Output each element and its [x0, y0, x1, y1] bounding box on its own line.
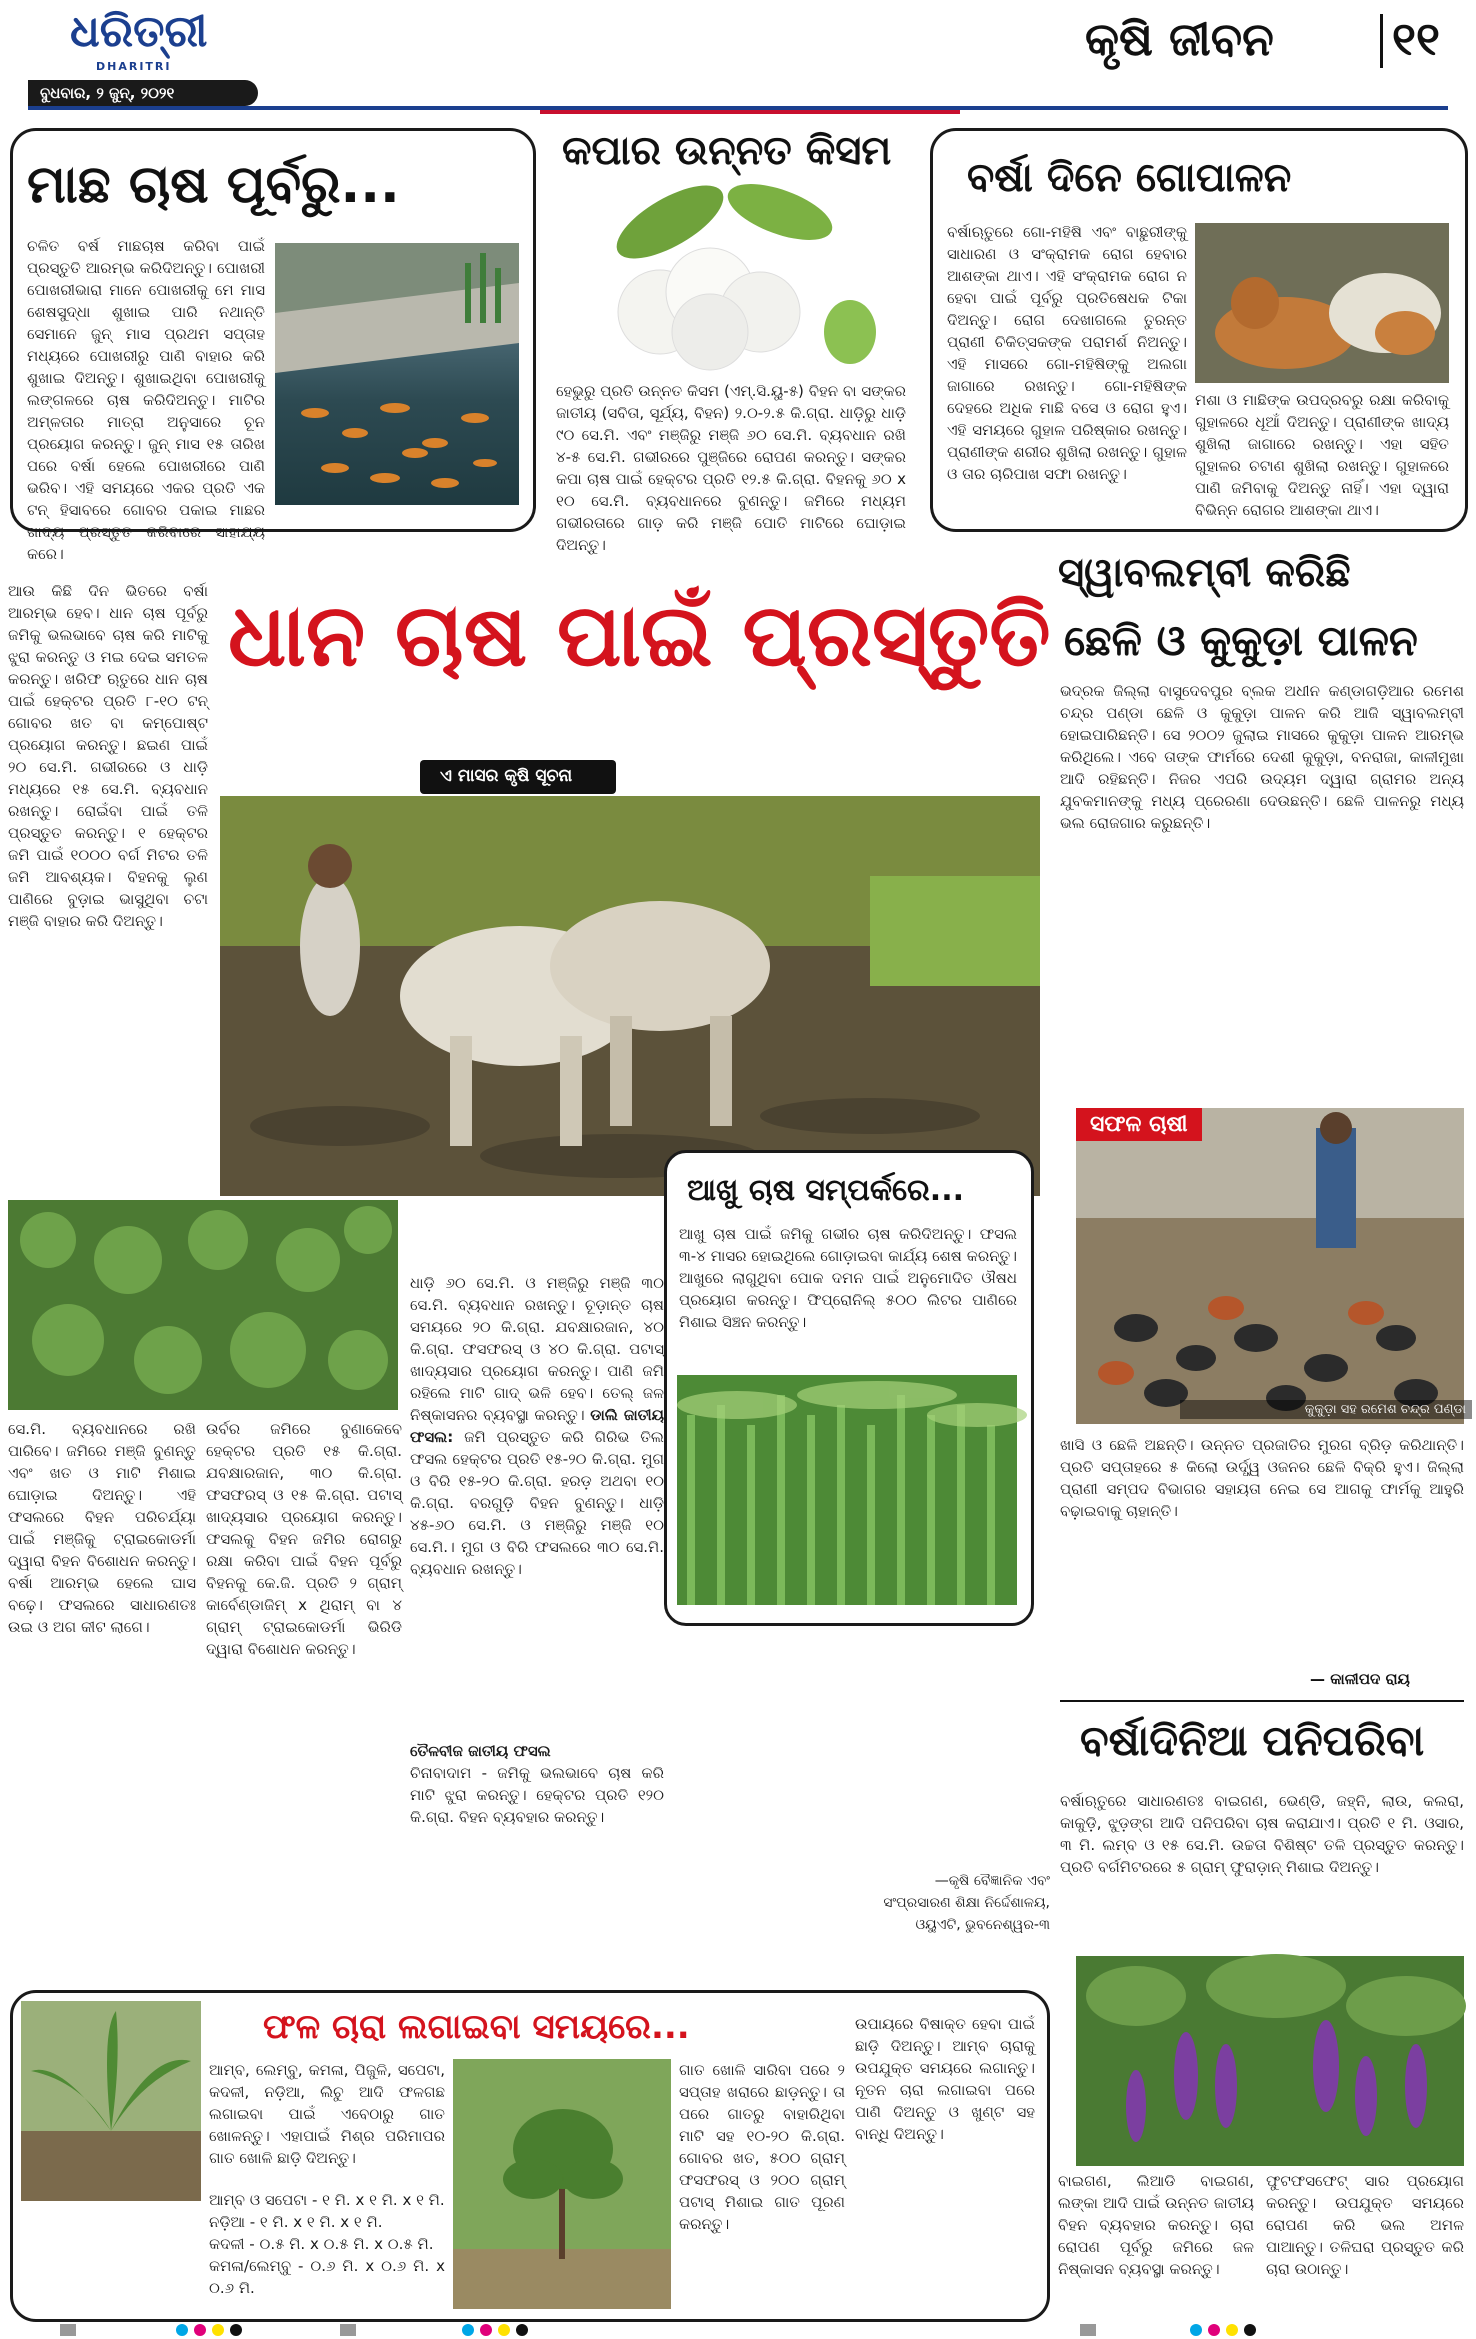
masthead-date: ବୁଧବାର, ୨ ଜୁନ୍, ୨୦୨୧	[40, 84, 175, 102]
poultry-photo	[1076, 1108, 1464, 1424]
poultry-photo-caption: କୁକୁଡ଼ା ସହ ରମେଶ ଚନ୍ଦ୍ର ପଣ୍ଡା	[1180, 1400, 1472, 1419]
reg-dot-yellow-3	[1226, 2324, 1238, 2336]
footer-bar-1	[60, 2324, 76, 2336]
field-crop-image	[8, 1200, 398, 1410]
sugarcane-title: ଆଖୁ ଚାଷ ସମ୍ପର୍କରେ...	[687, 1173, 964, 1208]
coconut-sapling-image	[21, 2001, 201, 2201]
fruit-measures: ଆମ୍ବ ଓ ସପେଟା - ୧ ମି. x ୧ ମି. x ୧ ମି. ନଡ଼ିଆ - ୧ ମି. x ୧ ମି. x ୧ ମି. କଦଳୀ - ୦.୫ ମି. x ୦.୫ ମି. x ୦.୫ ମି. କମଳା/ଲେମ୍ବୁ - ୦.୬ ମି. x ୦.୬ ମି. x ୦.୬ ମି.	[209, 2191, 445, 2297]
reg-dot-black-3	[1244, 2324, 1256, 2336]
mango-sapling-photo	[453, 2059, 671, 2309]
reg-dot-cyan-1	[176, 2324, 188, 2336]
masthead-rule-red	[540, 110, 960, 114]
reg-dot-black-1	[230, 2324, 242, 2336]
footer-bar-3	[1080, 2324, 1096, 2336]
vegetables-title: ବର୍ଷାଦିନିଆ ପନିପରିବା	[1080, 1716, 1425, 1765]
page-number: ୧୧	[1392, 12, 1440, 66]
mango-sapling-image	[453, 2059, 671, 2309]
reg-dot-yellow-1	[212, 2324, 224, 2336]
fish-title: ମାଛ ଚାଷ ପୂର୍ବରୁ...	[27, 155, 400, 215]
paddy-subhead-oil: ତୈଳବୀଜ ଜାତୀୟ ଫସଲ	[410, 1742, 551, 1760]
cotton-article	[540, 118, 920, 554]
masthead	[0, 0, 1476, 120]
section-divider	[1380, 14, 1383, 68]
paddy-col1: ଆଉ କିଛି ଦିନ ଭିତରେ ବର୍ଷା ଆରମ୍ଭ ହେବ। ଧାନ ଚାଷ ପୂର୍ବରୁ ଜମିକୁ ଭଲଭାବେ ଚାଷ କରି ମାଟିକୁ ଝୁରା କରନ୍ତୁ ଓ ମଇ ଦେଇ ସମତଳ କରନ୍ତୁ। ଖରିଫ ଋତୁରେ ଧାନ ଚାଷ ପାଇଁ ହେକ୍ଟର ପ୍ରତି ୮-୧୦ ଟନ୍ ଗୋବର ଖତ ବା କମ୍ପୋଷ୍ଟ ପ୍ରୟୋଗ କରନ୍ତୁ। ଛଇଣ ପାଇଁ ୨୦ ସେ.ମି. ଗଭୀରରେ ଓ ଧାଡ଼ି ମଧ୍ୟରେ ୧୫ ସେ.ମି. ବ୍ୟବଧାନ ରଖନ୍ତୁ। ରୋଇଁବା ପାଇଁ ତଳି ପ୍ରସ୍ତୁତ କରନ୍ତୁ। ୧ ହେକ୍ଟର ଜମି ପାଇଁ ୧୦୦୦ ବର୍ଗ ମିଟର ତଳି ଜମି ଆବଶ୍ୟକ। ବିହନକୁ ଲୁଣ ପାଣିରେ ବୁଡ଼ାଇ ଭାସୁଥିବା ଚଟା ମଞ୍ଜି ବାହାର କରି ଦିଅନ୍ତୁ।	[8, 582, 208, 930]
brinjal-image	[1076, 1956, 1464, 2166]
fruit-col2: ଗାତ ଖୋଳି ସାରିବା ପରେ ୨ ସପ୍ତାହ ଖରାରେ ଛାଡ଼ନ୍ତୁ। ତା ପରେ ଗାତରୁ ବାହାରିଥିବା ମାଟି ସହ ୧୦-୨୦ କି.ଗ୍ରା. ଗୋବର ଖତ, ୫୦୦ ଗ୍ରାମ୍ ଫସଫରସ୍ ଓ ୨୦୦ ଗ୍ରାମ୍ ପଟାସ୍ ମିଶାଇ ଗାତ ପୂରଣ କରନ୍ତୁ।	[679, 2061, 845, 2233]
fruit-article	[10, 1990, 1050, 2322]
reg-dot-magenta-3	[1208, 2324, 1220, 2336]
fish-article	[10, 128, 536, 563]
fish-pond-image	[275, 243, 519, 505]
paddy-ox-photo	[220, 796, 1040, 1196]
paddy-col4	[206, 1418, 402, 1978]
fish-pond-photo	[275, 243, 519, 505]
poultry-body: ଭଦ୍ରକ ଜିଲ୍ଲା ବାସୁଦେବପୁର ବ୍ଲକ ଅଧୀନ କଣ୍ଡାଗଡ଼ିଆର ରମେଶ ଚନ୍ଦ୍ର ପଣ୍ଡା ଛେଳି ଓ କୁକୁଡ଼ା ପାଳନ କରି ଆଜି ସ୍ୱାବଲମ୍ବୀ ହୋଇପାରିଛନ୍ତି। ସେ ୨୦୦୨ ଜୁଲାଇ ମାସରେ କୁକୁଡ଼ା ପାଳନ ଆରମ୍ଭ କରିଥିଲେ। ଏବେ ତାଙ୍କ ଫାର୍ମରେ ଦେଶୀ କୁକୁଡ଼ା, ବନରାଜା, କାଳୀମୁଖା ଆଦି ରହିଛନ୍ତି। ନିଜର ଏପରି ଉଦ୍ୟମ ଦ୍ୱାରା ଗ୍ରାମର ଅନ୍ୟ ଯୁବକମାନଙ୍କୁ ମଧ୍ୟ ପ୍ରେରଣା ଦେଉଛନ୍ତି। ଛେଳି ପାଳନରୁ ମଧ୍ୟ ଭଲ ରୋଜଗାର କରୁଛନ୍ତି।	[1060, 682, 1464, 832]
fruit-col1: ଆମ୍ବ, ଲେମ୍ବୁ, କମଳା, ପିଜୁଳି, ସପେଟା, କଦଳୀ, ନଡ଼ିଆ, ଲିଚୁ ଆଦି ଫଳଗଛ ଲଗାଇବା ପାଇଁ ଏବେଠାରୁ ଗାତ ଖୋଳନ୍ତୁ। ଏହାପାଇଁ ମିଶ୍ର ପରିମାପର ଗାତ ଖୋଳି ଛାଡ଼ି ଦିଅନ୍ତୁ।	[209, 2061, 445, 2167]
coconut-photo	[21, 2001, 201, 2201]
cotton-body: ହେଭୁରୁ ପ୍ରତି ଉନ୍ନତ କିସମ (ଏମ୍.ସି.ୟୁ-୫) ବିହନ ବା ସଙ୍କର ଜାତୀୟ (ସବିତା, ସୂର୍ଯ୍ୟ, ବିହନ) ୨.୦-୨.୫ କି.ଗ୍ରା. ଧାଡ଼ିରୁ ଧାଡ଼ି ୯୦ ସେ.ମି. ଏବଂ ମଞ୍ଜିରୁ ମଞ୍ଜି ୬୦ ସେ.ମି. ବ୍ୟବଧାନ ରଖି ୪-୫ ସେ.ମି. ଗଭୀରରେ ପୁଞ୍ଜିରେ ରୋପଣ କରନ୍ତୁ। ସଙ୍କର କପା ଚାଷ ପାଇଁ ହେକ୍ଟର ପ୍ରତି ୧୨.୫ କି.ଗ୍ରା. ବିହନକୁ ୬୦ x ୧୦ ସେ.ମି. ବ୍ୟବଧାନରେ ବୁଣନ୍ତୁ। ଜମିରେ ମଧ୍ୟମ ଗଭୀରତାରେ ଗାଡ଼ କରି ମଞ୍ଜି ପୋତି ମାଟିରେ ଘୋଡ଼ାଇ ଦିଅନ୍ତୁ।	[556, 382, 906, 554]
reg-dot-yellow-2	[498, 2324, 510, 2336]
sugarcane-caption: —କୃଷି ବୈଜ୍ଞାନିକ ଏବଂ ସଂପ୍ରସାରଣ ଶିକ୍ଷା ନିର୍ଦ୍ଦେଶାଳୟ, ଓୟୁଏଟି, ଭୁବନେଶ୍ୱର-୩	[883, 1873, 1050, 1933]
poultry-title-line1: ସ୍ୱାବଲମ୍ବୀ କରିଛି	[1058, 550, 1351, 596]
calves-image	[1195, 223, 1449, 383]
poultry-credit: — କାଳୀପଦ ରାୟ	[1310, 1670, 1410, 1688]
reg-dot-cyan-2	[462, 2324, 474, 2336]
cattle-body-right: ମଶା ଓ ମାଛିଙ୍କ ଉପଦ୍ରବରୁ ରକ୍ଷା କରିବାକୁ ଗୁହାଳରେ ଧୂଆଁ ଦିଅନ୍ତୁ। ପ୍ରାଣୀଙ୍କ ଖାଦ୍ୟ ଶୁଖିଲା ଜାଗାରେ ରଖନ୍ତୁ। ଏହା ସହିତ ଗୁହାଳର ଚଟାଣ ଶୁଖିଲା ରଖନ୍ତୁ। ଗୁହାଳରେ ପାଣି ଜମିବାକୁ ଦିଅନ୍ତୁ ନାହିଁ। ଏହା ଦ୍ୱାରା ବିଭିନ୍ନ ରୋଗର ଆଶଙ୍କା ଥାଏ।	[1195, 391, 1449, 519]
sugarcane-photo	[677, 1375, 1017, 1605]
cotton-title: କପାର ଉନ୍ନତ କିସମ	[562, 128, 892, 174]
fish-body: ଚଳିତ ବର୍ଷ ମାଛଚାଷ କରିବା ପାଇଁ ପ୍ରସ୍ତୁତି ଆରମ୍ଭ କରିଦିଅନ୍ତୁ। ପୋଖରୀ ପୋଖରୀଭାରା ମାନେ ପୋଖରୀକୁ ମେ ମାସ ଶେଷସୁଦ୍ଧା ଶୁଖାଇ ପାରି ନଥାନ୍ତି ସେମାନେ ଜୁନ୍ ମାସ ପ୍ରଥମ ସପ୍ତାହ ମଧ୍ୟରେ ପୋଖରୀରୁ ପାଣି ବାହାର କରି ଶୁଖାଇ ଦିଅନ୍ତୁ। ଶୁଖାଇଥିବା ପୋଖରୀକୁ ଲଙ୍ଗଳରେ ଚାଷ କରିଦିଅନ୍ତୁ। ମାଟିର ଅମ୍ଳତାର ମାତ୍ରା ଅନୁସାରେ ଚୂନ ପ୍ରୟୋଗ କରନ୍ତୁ। ଜୁନ୍ ମାସ ୧୫ ତାରିଖ ପରେ ବର୍ଷା ହେଲେ ପୋଖରୀରେ ପାଣି ଭରିବ। ଏହି ସମୟରେ ଏକର ପ୍ରତି ଏକ ଟନ୍ ହିସାବରେ ଗୋବର ପକାଇ ମାଛର ଖାଦ୍ୟ ପ୍ରସ୍ତୁତ କରିବାରେ ସାହାଯ୍ୟ କରେ।	[27, 237, 265, 563]
paddy-tagline: ଏ ମାସର କୃଷି ସୂଚନା	[440, 766, 573, 786]
vegetables-body: ବର୍ଷାଋତୁରେ ସାଧାରଣତଃ ବାଇଗଣ, ଭେଣ୍ଡି, ଜହ୍ନି, ଲାଉ, କଲରା, କାକୁଡ଼ି, ଝୁଡ଼ଙ୍ଗ ଆଦି ପନିପରିବା ଚାଷ କରାଯାଏ। ପ୍ରତି ୧ ମି. ଓସାର, ୩ ମି. ଲମ୍ବ ଓ ୧୫ ସେ.ମି. ଉଚ୍ଚତା ବିଶିଷ୍ଟ ତଳି ପ୍ରସ୍ତୁତ କରନ୍ତୁ। ପ୍ରତି ବର୍ଗମିଟରରେ ୫ ଗ୍ରାମ୍ ଫୁରାଡ଼ାନ୍ ମିଶାଇ ଦିଅନ୍ତୁ।	[1060, 1792, 1464, 1876]
vegetables-rule	[1060, 1700, 1464, 1702]
poultry-farm-image	[1076, 1108, 1464, 1424]
poultry-tag: ସଫଳ ଚାଷୀ	[1076, 1108, 1202, 1141]
fruit-col3: ଉପାୟରେ ବିଷାକ୍ତ ହେବା ପାଇଁ ଛାଡ଼ି ଦିଅନ୍ତୁ। ଆମ୍ବ ଚାରାକୁ ଉପଯୁକ୍ତ ସମୟରେ ଲଗାନ୍ତୁ। ନୂତନ ଚାରା ଲଗାଇବା ପରେ ପାଣି ଦିଅନ୍ତୁ ଓ ଖୁଣ୍ଟ ସହ ବାନ୍ଧି ଦିଅନ୍ତୁ।	[855, 2015, 1035, 2143]
paddy-col4-text: ଉର୍ବର ଜମିରେ ବୁଣାକେବେ ହେକ୍ଟର ପ୍ରତି ୧୫ କି.ଗ୍ରା. ଯବକ୍ଷାରଜାନ, ୩୦ କି.ଗ୍ରା. ଫସଫରସ୍ ଓ ୧୫ କି.ଗ୍ରା. ପଟାସ୍ ଖାଦ୍ୟସାର ପ୍ରୟୋଗ କରନ୍ତୁ। ଫସଲକୁ ବିହନ ଜମିର ରୋଗରୁ ରକ୍ଷା କରିବା ପାଇଁ ବିହନ ପୂର୍ବରୁ ବିହନକୁ କେ.ଜି. ପ୍ରତି ୨ ଗ୍ରାମ୍ କାର୍ବେଣ୍ଡାଜିମ୍ x ଥିରାମ୍ ବା ୪ ଗ୍ରାମ୍ ଟ୍ରାଇକୋଡର୍ମା ଭିରିଡି ଦ୍ୱାରା ବିଶୋଧନ କରନ୍ତୁ।	[206, 1420, 402, 1658]
poultry-title-line2: ଛେଳି ଓ କୁକୁଡ଼ା ପାଳନ	[1064, 616, 1418, 665]
cotton-photo	[550, 182, 910, 372]
masthead-logo-sub: DHARITRI	[96, 60, 172, 73]
paddy-col2	[410, 1272, 664, 1732]
paddy-title: ଧାନ ଚାଷ ପାଇଁ ପ୍ରସ୍ତୁତି	[228, 586, 1051, 686]
cattle-body-left: ବର୍ଷାଋତୁରେ ଗୋ-ମହିଷି ଏବଂ ବାଛୁରୀଙ୍କୁ ସାଧାରଣ ଓ ସଂକ୍ରାମକ ରୋଗ ହେବାର ଆଶଙ୍କା ଥାଏ। ଏହି ସଂକ୍ରାମକ ରୋଗ ନ ହେବା ପାଇଁ ପୂର୍ବରୁ ପ୍ରତିଷେଧକ ଟିକା ଦିଅନ୍ତୁ। ରୋଗ ଦେଖାଗଲେ ତୁରନ୍ତ ପ୍ରାଣୀ ଚିକିତ୍ସକଙ୍କ ପରାମର୍ଶ ନିଅନ୍ତୁ। ଏହି ମାସରେ ଗୋ-ମହିଷିଙ୍କୁ ଅଲଗା ଜାଗାରେ ରଖନ୍ତୁ। ଗୋ-ମହିଷିଙ୍କ ଦେହରେ ଅଧିକ ମାଛି ବସେ ଓ ରୋଗ ହୁଏ। ଏହି ସମୟରେ ଗୁହାଳ ପରିଷ୍କାର ରଖନ୍ତୁ। ପ୍ରାଣୀଙ୍କ ଶରୀର ଶୁଖିଲା ରଖନ୍ତୁ। ଗୁହାଳ ଓ ତାର ଚାରିପାଖ ସଫା ରଖନ୍ତୁ।	[947, 223, 1187, 483]
sugarcane-article	[664, 1150, 1034, 1626]
paddy-field-photo	[8, 1200, 398, 1410]
reg-dot-magenta-2	[480, 2324, 492, 2336]
cattle-photo	[1195, 223, 1449, 383]
paddy-col2-text: ଧାଡ଼ି ୬୦ ସେ.ମି. ଓ ମଞ୍ଜିରୁ ମଞ୍ଜି ୩୦ ସେ.ମି. ବ୍ୟବଧାନ ରଖନ୍ତୁ। ଚୂଡ଼ାନ୍ତ ଚାଷ ସମୟରେ ୨୦ କି.ଗ୍ରା. ଯବକ୍ଷାରଜାନ, ୪୦ କି.ଗ୍ରା. ଫସଫରସ୍ ଓ ୪୦ କି.ଗ୍ରା. ପଟାସ୍ ଖାଦ୍ୟସାର ପ୍ରୟୋଗ କରନ୍ତୁ। ପାଣି ଜମି ରହିଲେ ମାଟି ଗାଦ୍ ଭଳି ହେବ। ତେଲ୍ ଜଳ ନିଷ୍କାସନର ବ୍ୟବସ୍ଥା କରନ୍ତୁ।	[410, 1274, 664, 1424]
footer-bar-2	[340, 2324, 356, 2336]
cattle-title: ବର୍ଷା ଦିନେ ଗୋପାଳନ	[967, 155, 1292, 201]
paddy-subhead-pulse: ଡାଲି ଜାତୀୟ ଫସଲ:	[410, 1406, 664, 1446]
poultry-body2: ଖାସି ଓ ଛେଳି ଅଛନ୍ତି। ଉନ୍ନତ ପ୍ରଜାତିର ମୁରଗ ବ୍ରିଡ଼ କରିଥାନ୍ତି। ପ୍ରତି ସପ୍ତାହରେ ୫ କିଲୋ ଉର୍ଦ୍ଧ୍ୱ ଓଜନର ଛେଳି ବିକ୍ରି ହୁଏ। ଜିଲ୍ଲା ପ୍ରାଣୀ ସମ୍ପଦ ବିଭାଗର ସହାୟତା ନେଇ ସେ ଆଗକୁ ଫାର୍ମକୁ ଆହୁରି ବଢ଼ାଇବାକୁ ଚାହାନ୍ତି।	[1060, 1436, 1464, 1520]
reg-dot-cyan-3	[1190, 2324, 1202, 2336]
reg-dot-magenta-1	[194, 2324, 206, 2336]
paddy-col3: ସେ.ମି. ବ୍ୟବଧାନରେ ରଖି ପାରିବେ। ଜମିରେ ମଞ୍ଜି ବୁଣନ୍ତୁ ଏବଂ ଖତ ଓ ମାଟି ମିଶାଇ ଘୋଡ଼ାଇ ଦିଅନ୍ତୁ। ଏହି ଫସଲରେ ବିହନ ପରିଚର୍ଯ୍ୟା ପାଇଁ ମଞ୍ଜିକୁ ଟ୍ରାଇକୋଡର୍ମା ଦ୍ୱାରା ବିହନ ବିଶୋଧନ କରନ୍ତୁ। ବର୍ଷା ଆରମ୍ଭ ହେଲେ ଘାସ ବଢ଼େ। ଫସଲରେ ସାଧାରଣତଃ ଉଇ ଓ ଅଗ କୀଟ ଲାଗେ।	[8, 1420, 196, 1636]
paddy-pulse-text: ଜମି ପ୍ରସ୍ତୁତ କରି ଗିରିଭ ତିଲ ଫସଲ ହେକ୍ଟର ପ୍ରତି ୧୫-୨୦ କି.ଗ୍ରା. ମୁଗ ଓ ବିରି ୧୫-୨୦ କି.ଗ୍ରା. ହରଡ଼ ଅଥବା ୧୦ କି.ଗ୍ରା. ବରଗୁଡ଼ି ବିହନ ବୁଣନ୍ତୁ। ଧାଡ଼ି ୪୫-୬୦ ସେ.ମି. ଓ ମଞ୍ଜିରୁ ମଞ୍ଜି ୧୦ ସେ.ମି.। ମୁଗ ଓ ବିରି ଫସଲରେ ୩୦ ସେ.ମି. ବ୍ୟବଧାନ ରଖନ୍ତୁ।	[410, 1428, 664, 1578]
section-title: କୃଷି ଜୀବନ	[1085, 12, 1274, 66]
vegetables-photo	[1076, 1956, 1464, 2166]
masthead-logo[interactable]: ଧରିତ୍ରୀ	[70, 6, 208, 57]
vegetables-body2: ବାଇଗଣ, ଲିଆଡି ବାଇଗଣ, ଲଙ୍କା ଆଦି ପାଇଁ ଉନ୍ନତ ଜାତୀୟ ବିହନ ବ୍ୟବହାର କରନ୍ତୁ। ଚାରା ରୋପଣ ପୂର୍ବରୁ ଜମିରେ ଜଳ ନିଷ୍କାସନ ବ୍ୟବସ୍ଥା କରନ୍ତୁ।	[1058, 2172, 1254, 2278]
paddy-col5	[410, 1740, 664, 1978]
cotton-image	[550, 182, 910, 372]
cattle-article	[930, 128, 1468, 532]
paddy-oil-text: ଚିନାବାଦାମ - ଜମିକୁ ଭଲଭାବେ ଚାଷ କରି ମାଟି ଝୁରା କରନ୍ତୁ। ହେକ୍ଟର ପ୍ରତି ୧୨୦ କି.ଗ୍ରା. ବିହନ ବ୍ୟବହାର କରନ୍ତୁ।	[410, 1764, 664, 1826]
fruit-title: ଫଳ ଚାରା ଲଗାଇବା ସମୟରେ...	[263, 2007, 690, 2047]
sugarcane-body: ଆଖୁ ଚାଷ ପାଇଁ ଜମିକୁ ଗଭୀର ଚାଷ କରିଦିଅନ୍ତୁ। ଫସଲ ୩-୪ ମାସର ହୋଇଥିଲେ ଗୋଡ଼ାଇବା କାର୍ଯ୍ୟ ଶେଷ କରନ୍ତୁ। ଆଖୁରେ ଲାଗୁଥିବା ପୋକ ଦମନ ପାଇଁ ଅନୁମୋଦିତ ଔଷଧ ପ୍ରୟୋଗ କରନ୍ତୁ। ଫିପ୍ରୋନିଲ୍ ୫୦୦ ଲିଟର ପାଣିରେ ମିଶାଇ ସିଞ୍ଚନ କରନ୍ତୁ।	[679, 1225, 1017, 1331]
sugarcane-image	[677, 1375, 1017, 1605]
vegetables-body3: ଫୁଟଫସଫେଟ୍ ସାର ପ୍ରୟୋଗ କରନ୍ତୁ। ଉପଯୁକ୍ତ ସମୟରେ ରୋପଣ କରି ଭଲ ଅମଳ ପାଆନ୍ତୁ। ତଳିଘରା ପ୍ରସ୍ତୁତ କରି ଚାରା ଉଠାନ୍ତୁ।	[1266, 2172, 1464, 2278]
reg-dot-black-2	[516, 2324, 528, 2336]
ploughing-image	[220, 796, 1040, 1196]
